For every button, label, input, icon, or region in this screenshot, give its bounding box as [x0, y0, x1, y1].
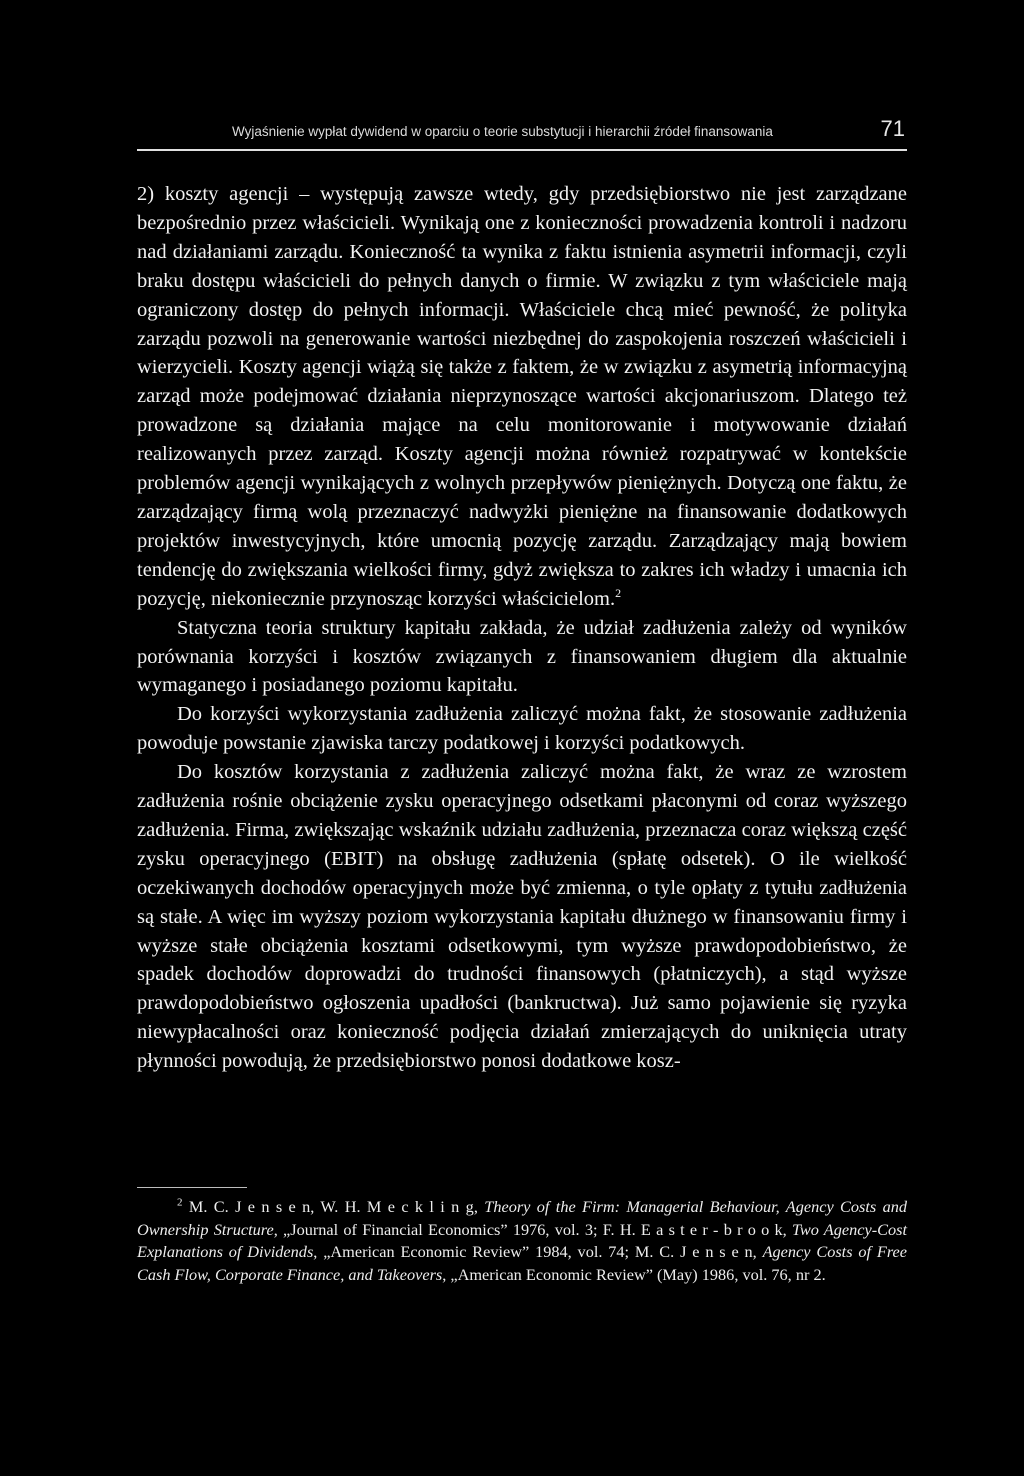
paragraph-agency-costs-text: 2) koszty agencji – występują zawsze wtedy, gdy przedsiębiorstwo nie jest zarządzane bezpośrednio przez właścicieli. Wynikają one z konieczności prowadzenia kontroli i nadzoru nad działaniami zarządu. Konieczność ta wynika z faktu istnienia asymetrii informacji, czyli braku dostępu właścicieli do pełnych danych o firmie. W związku z tym właściciele mają ograniczony dostęp do pełnych informacji. Właściciele chcą mieć pewność, że polityka zarządu pozwoli na generowanie wartości niezbędnej do zaspokojenia roszczeń właścicieli i wierzycieli. Koszty agencji wiążą się także z faktem, że w związku z asymetrią informacyjną zarząd może podejmować działania nieprzynoszące wartości akcjonariuszom. Dlatego też prowadzone są działania mające na celu monitorowanie i motywowanie działań realizowanych przez zarząd. Koszty agencji można również rozpatrywać w kontekście problemów agencji wynikających z wolnych przepływów pieniężnych. Dotyczą one faktu, że zarządzający firmą wolą przeznaczyć nadwyżki pieniężne na finansowanie dodatkowych projektów inwestycyjnych, które umocnią pozycję zarządu. Zarządzający mają bowiem tendencję do zwiększania wielkości firmy, gdyż zwiększa to zakres ich władzy i umacnia ich pozycję, niekoniecznie przynosząc korzyści właścicielom.	[137, 183, 907, 610]
footnote	[137, 1196, 907, 1286]
footnote-source-1: , „Journal of Financial Economics” 1976, vol. 3; F. H.	[273, 1219, 636, 1239]
footnote-title-3: Agency Costs of Free Cash Flow, Corporate Finance, and Takeovers	[137, 1242, 908, 1284]
paragraph-debt-costs: Do kosztów korzystania z zadłużenia zaliczyć można fakt, że wraz ze wzrostem zadłużenia rośnie obciążenie zysku operacyjnego odsetkami płaconymi od coraz wyższego zadłużenia. Firma, zwiększając wskaźnik udziału zadłużenia, przeznacza coraz większą część zysku operacyjnego (EBIT) na obsługę zadłużenia (spłatę odsetek). O ile wielkość oczekiwanych dochodów operacyjnych może być zmienna, o tyle opłaty z tytułu zadłużenia są stałe. A więc im wyższy poziom wykorzystania kapitału dłużnego w finansowaniu firmy i wyższe stałe obciążenia kosztami odsetkowymi, tym wyższe prawdopodobieństwo, że spadek dochodów doprowadzi do trudności finansowych (płatniczych), a stąd wyższe prawdopodobieństwo ogłoszenia upadłości (bankructwa). Już samo pojawienie się ryzyka niewypłacalności oraz konieczność podjęcia działań zmierzających do uniknięcia utraty płynności powodują, że przedsiębiorstwo ponosi dodatkowe kosz-	[137, 761, 907, 1073]
running-header-title: Wyjaśnienie wypłat dywidend w oparciu o teorie substytucji i hierarchii źródeł finansowania	[232, 124, 773, 139]
paragraph-debt-benefits: Do korzyści wykorzystania zadłużenia zaliczyć można fakt, że stosowanie zadłużenia powoduje powstanie zjawiska tarczy podatkowej i korzyści podatkowych.	[137, 703, 907, 755]
main-text	[137, 180, 907, 1076]
page-number: 71	[880, 116, 905, 141]
footnote-author-3: J e n s e n,	[680, 1242, 757, 1262]
footnote-source-3: , „American Economic Review” (May) 1986, vol. 76, nr 2.	[442, 1264, 826, 1284]
running-header	[137, 116, 907, 150]
footnote-source-2: , „American Economic Review” 1984, vol. 74; M. C.	[313, 1242, 675, 1262]
footnote-reference: 2	[615, 585, 622, 600]
paragraph-agency-costs	[137, 180, 907, 614]
footnote-author-2: E a s t e r - b r o o k,	[640, 1219, 787, 1239]
footnote-title-2: Two Agency-Cost Explanations of Dividends	[137, 1219, 907, 1262]
footnote-author-1: M. C. J e n s e n, W. H. M e c k l i n g,	[188, 1197, 478, 1216]
paragraph-static-theory: Statyczna teoria struktury kapitału zakłada, że udział zadłużenia zależy od wyników porównania korzyści i kosztów związanych z finansowaniem długiem dla aktualnie wymaganego i posiadanego poziomu kapitału.	[137, 616, 907, 697]
footnote-rule	[137, 1187, 247, 1188]
header-rule	[137, 149, 907, 151]
footnote-marker: 2	[177, 1196, 183, 1209]
footnote-title-1: Theory of the Firm: Managerial Behaviour, Agency Costs and Ownership Structure	[137, 1197, 908, 1239]
